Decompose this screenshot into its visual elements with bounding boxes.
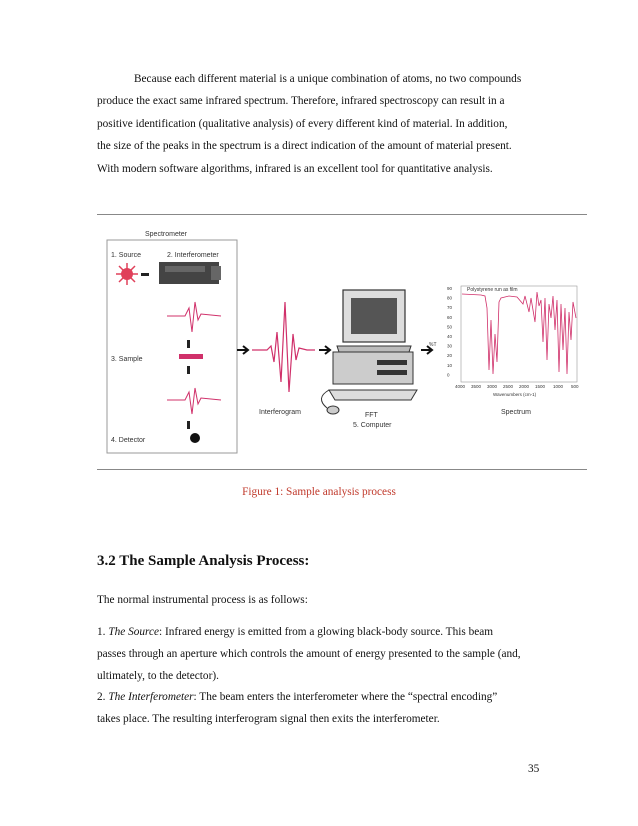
y-tick-label: 50 — [447, 324, 453, 330]
computer-label: 5. Computer — [353, 422, 392, 429]
step-text: : The beam enters the interferometer where the “spectral encoding” — [193, 691, 498, 703]
step-2-line — [97, 686, 497, 708]
intro-paragraph — [97, 68, 547, 180]
intro-line: Because each different material is a unique combination of atoms, no two compounds — [134, 73, 522, 85]
source-burst-icon — [116, 263, 138, 285]
step-number: 1. — [97, 626, 106, 638]
step-term: The Interferometer — [108, 691, 194, 703]
intro-line: the size of the peaks in the spectrum is a direct indication of the amount of material present. — [97, 140, 512, 153]
intro-line: With modern software algorithms, infrared is an excellent tool for quantitative analysis. — [97, 162, 493, 175]
y-tick-label: 10 — [447, 362, 453, 368]
source-beam-dash — [141, 273, 149, 276]
x-tick-label: 500 — [571, 384, 579, 389]
x-tick-label: 1000 — [553, 384, 564, 389]
x-tick-label: 3000 — [487, 384, 498, 389]
step-1-paragraph — [97, 621, 521, 687]
y-tick-label: 80 — [447, 295, 453, 301]
interferogram-trace — [252, 302, 315, 392]
section-intro — [97, 589, 308, 611]
intro-line: positive identification (qualitative analysis) of every different kind of material. In addition, — [97, 117, 508, 130]
page-number: 35 — [528, 763, 540, 775]
x-tick-label: 4000 — [455, 384, 466, 389]
spectrum-label: Spectrum — [501, 409, 531, 416]
beam-dash — [187, 340, 190, 348]
figure-bottom-rule — [97, 469, 587, 470]
interferometer-label: 2. Interferometer — [167, 252, 219, 259]
figure-caption: Figure 1: Sample analysis process — [242, 486, 396, 498]
figure-top-rule — [97, 214, 587, 215]
arrow-right-icon — [237, 346, 248, 354]
intro-line: produce the exact same infrared spectrum. Therefore, infrared spectroscopy can result in a — [97, 95, 505, 108]
step-2-paragraph — [97, 686, 497, 730]
analysis-process-figure — [97, 222, 587, 467]
spectrometer-label: Spectrometer — [145, 231, 188, 238]
y-tick-label: 30 — [447, 343, 453, 349]
y-tick-label: 60 — [447, 314, 453, 320]
y-tick-label: 90 — [447, 286, 453, 291]
step-term: The Source — [108, 626, 160, 638]
step-1-line: ultimately, to the detector). — [97, 670, 219, 682]
beam-dash — [187, 421, 190, 429]
interferometer-icon — [159, 262, 221, 284]
section-intro-text: The normal instrumental process is as follows: — [97, 594, 308, 606]
plot-ylabel: %T — [429, 342, 437, 348]
step-text: : Infrared energy is emitted from a glowing black-body source. This beam — [159, 626, 494, 638]
plot-x-ticks — [455, 384, 579, 389]
step-2-line: takes place. The resulting interferogram signal then exits the interferometer. — [97, 713, 440, 725]
detector-label: 4. Detector — [111, 437, 146, 444]
spectrum-trace — [462, 292, 576, 374]
x-tick-label: 1500 — [535, 384, 546, 389]
detector-icon — [190, 433, 200, 443]
x-tick-label: 3500 — [471, 384, 482, 389]
section-heading: 3.2 The Sample Analysis Process: — [97, 553, 310, 569]
y-tick-label: 40 — [447, 334, 453, 339]
source-label: 1. Source — [111, 252, 141, 259]
step-1-line: passes through an aperture which controls the amount of energy presented to the sample (and, — [97, 648, 521, 660]
x-tick-label: 2000 — [519, 384, 530, 389]
x-tick-label: 2500 — [503, 384, 514, 389]
plot-xlabel: Wavenumbers (cm-1) — [493, 392, 537, 397]
fft-label: FFT — [365, 412, 378, 419]
y-tick-label: 20 — [447, 353, 453, 359]
step-1-line — [97, 621, 521, 643]
interferogram-label: Interferogram — [259, 409, 302, 416]
arrow-right-icon — [319, 346, 330, 354]
sample-icon — [179, 354, 203, 359]
beam-dash — [187, 366, 190, 374]
sample-label: 3. Sample — [111, 356, 143, 363]
plot-title: Polystyrene run as film — [467, 287, 518, 293]
computer-icon — [321, 290, 417, 414]
plot-y-ticks — [447, 286, 453, 377]
step-number: 2. — [97, 691, 106, 703]
y-tick-label: 0 — [447, 372, 450, 378]
y-tick-label: 70 — [447, 305, 453, 311]
spectrum-plot-frame — [461, 286, 577, 382]
